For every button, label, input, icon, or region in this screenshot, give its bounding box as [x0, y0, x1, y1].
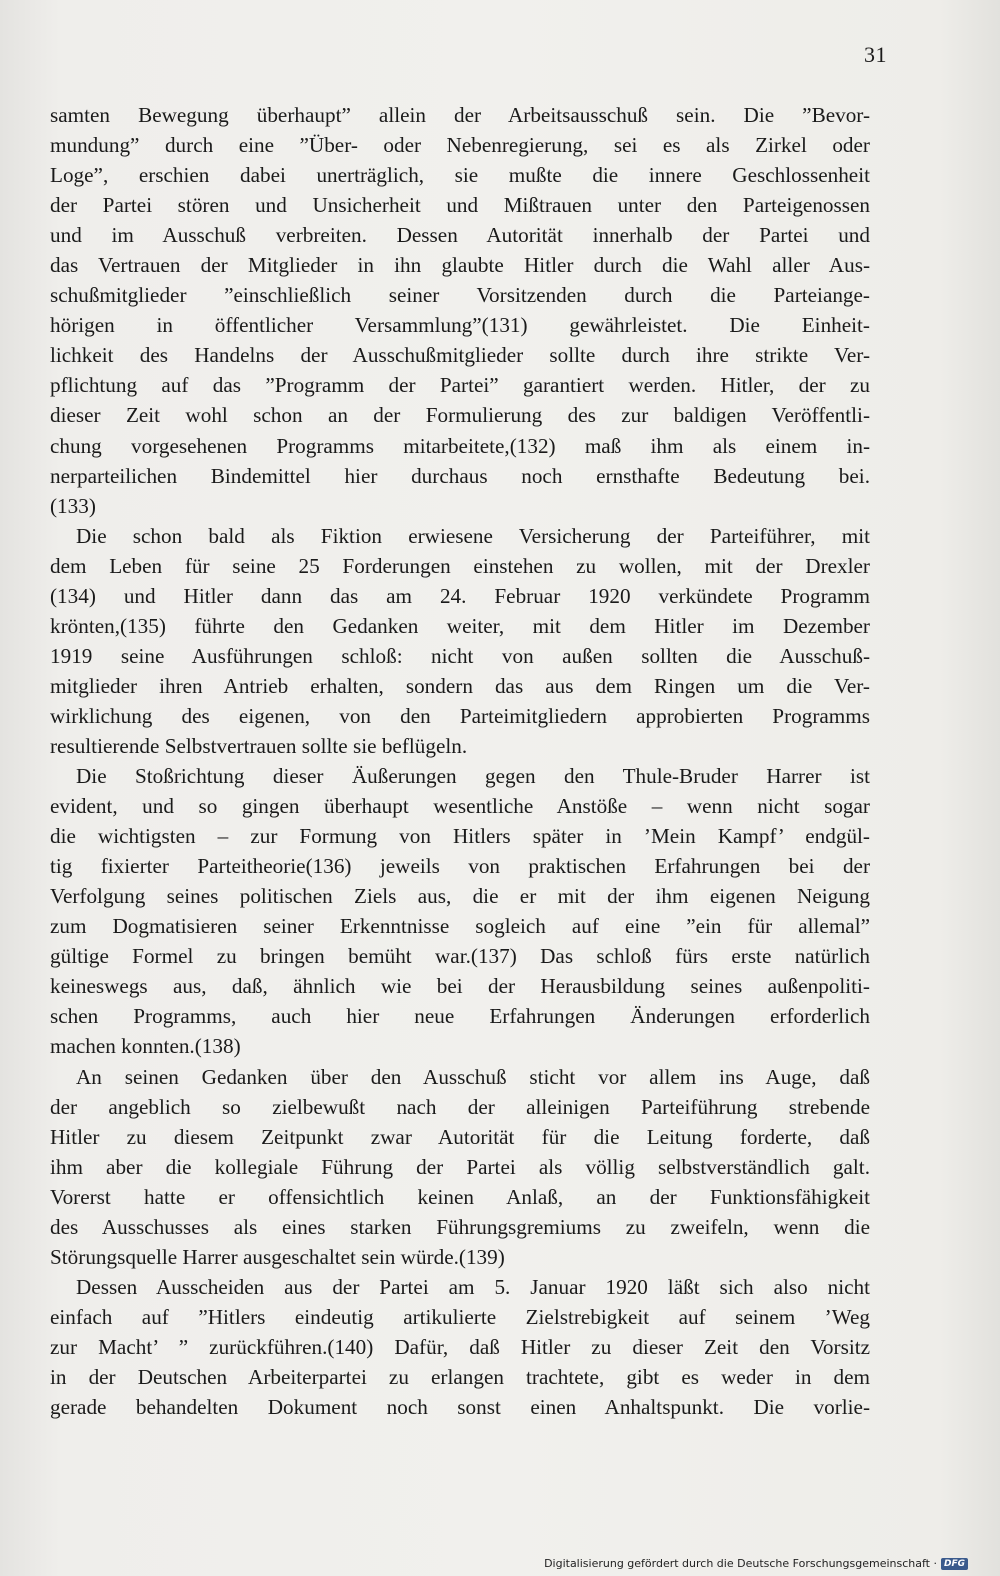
text-line: die wichtigsten – zur Formung von Hitlers später in ’Mein Kampf’ endgül- [50, 824, 870, 849]
text-line: zur Macht’ ” zurückführen.(140) Dafür, daß Hitler zu dieser Zeit den Vorsitz [50, 1334, 870, 1359]
text-line: zum Dogmatisieren seiner Erkenntnisse sogleich auf eine ”ein für allemal” [50, 914, 870, 939]
text-line: ihm aber die kollegiale Führung der Partei als völlig selbstverständlich galt. [50, 1154, 870, 1179]
text-line: An seinen Gedanken über den Ausschuß sticht vor allem ins Auge, daß [76, 1064, 870, 1089]
text-line: mitglieder ihren Antrieb erhalten, sondern das aus dem Ringen um die Ver- [50, 673, 870, 698]
text-line: das Vertrauen der Mitglieder in ihn glaubte Hitler durch die Wahl aller Aus- [50, 253, 870, 278]
text-line: tig fixierter Parteitheorie(136) jeweils von praktischen Erfahrungen bei der [50, 854, 870, 879]
text-line: Hitler zu diesem Zeitpunkt zwar Autorität für die Leitung forderte, daß [50, 1124, 870, 1149]
text-line: der angeblich so zielbewußt nach der alleinigen Parteiführung strebende [50, 1094, 870, 1119]
text-line: mundung” durch eine ”Über- oder Nebenregierung, sei es als Zirkel oder [50, 133, 870, 158]
text-line: (134) und Hitler dann das am 24. Februar 1920 verkündete Programm [50, 583, 870, 608]
text-line: wirklichung des eigenen, von den Parteimitgliedern approbierten Programms [50, 703, 870, 728]
text-line: Die Stoßrichtung dieser Äußerungen gegen den Thule-Bruder Harrer ist [76, 764, 870, 789]
text-line: machen konnten.(138) [50, 1034, 241, 1059]
text-line: in der Deutschen Arbeiterpartei zu erlangen trachtete, gibt es weder in dem [50, 1364, 870, 1389]
text-line: Vorerst hatte er offensichtlich keinen Anlaß, an der Funktionsfähigkeit [50, 1184, 870, 1209]
text-line: Störungsquelle Harrer ausgeschaltet sein würde.(139) [50, 1244, 505, 1269]
text-line: der Partei stören und Unsicherheit und Mißtrauen unter den Parteigenossen [50, 193, 870, 218]
text-line: dem Leben für seine 25 Forderungen einstehen zu wollen, mit der Drexler [50, 553, 870, 578]
page-number: 31 [864, 42, 887, 67]
text-line: (133) [50, 493, 96, 518]
text-line: dieser Zeit wohl schon an der Formulierung des zur baldigen Veröffentli- [50, 403, 870, 428]
text-line: chung vorgesehenen Programms mitarbeitete,(132) maß ihm als einem in- [50, 433, 870, 458]
text-line: Die schon bald als Fiktion erwiesene Versicherung der Parteiführer, mit [76, 523, 870, 548]
text-line: keineswegs aus, daß, ähnlich wie bei der Herausbildung seines außenpoliti- [50, 974, 870, 999]
text-line: krönten,(135) führte den Gedanken weiter, mit dem Hitler im Dezember [50, 613, 870, 638]
text-line: Verfolgung seines politischen Ziels aus, die er mit der ihm eigenen Neigung [50, 884, 870, 909]
text-line: 1919 seine Ausführungen schloß: nicht von außen sollten die Ausschuß- [50, 643, 870, 668]
digitization-footer [544, 1557, 968, 1570]
text-line: des Ausschusses als eines starken Führungsgremiums zu zweifeln, wenn die [50, 1214, 870, 1239]
text-line: schußmitglieder ”einschließlich seiner Vorsitzenden durch die Parteiange- [50, 283, 870, 308]
text-line: Loge”, erschien dabei unerträglich, sie mußte die innere Geschlossenheit [50, 163, 870, 188]
text-line: lichkeit des Handelns der Ausschußmitglieder sollte durch ihre strikte Ver- [50, 343, 870, 368]
text-line: evident, und so gingen überhaupt wesentliche Anstöße – wenn nicht sogar [50, 794, 870, 819]
text-line: und im Ausschuß verbreiten. Dessen Autorität innerhalb der Partei und [50, 223, 870, 248]
text-line: gültige Formel zu bringen bemüht war.(137) Das schloß fürs erste natürlich [50, 944, 870, 969]
text-line: hörigen in öffentlicher Versammlung”(131) gewährleistet. Die Einheit- [50, 313, 870, 338]
text-line: gerade behandelten Dokument noch sonst einen Anhaltspunkt. Die vorlie- [50, 1395, 870, 1420]
text-line: Dessen Ausscheiden aus der Partei am 5. Januar 1920 läßt sich also nicht [76, 1274, 870, 1299]
dfg-logo-icon: DFG [941, 1558, 968, 1570]
body-text [50, 100, 870, 1422]
text-line: resultierende Selbstvertrauen sollte sie beflügeln. [50, 733, 468, 758]
text-line: nerparteilichen Bindemittel hier durchaus noch ernsthafte Bedeutung bei. [50, 463, 870, 488]
text-line: schen Programms, auch hier neue Erfahrungen Änderungen erforderlich [50, 1004, 870, 1029]
text-line: einfach auf ”Hitlers eindeutig artikulierte Zielstrebigkeit auf seinem ’Weg [50, 1304, 870, 1329]
footer-credit: Digitalisierung gefördert durch die Deutsche Forschungsgemeinschaft · [544, 1557, 937, 1570]
text-line: pflichtung auf das ”Programm der Partei” garantiert werden. Hitler, der zu [50, 373, 870, 398]
text-line: samten Bewegung überhaupt” allein der Arbeitsausschuß sein. Die ”Bevor- [50, 103, 870, 127]
